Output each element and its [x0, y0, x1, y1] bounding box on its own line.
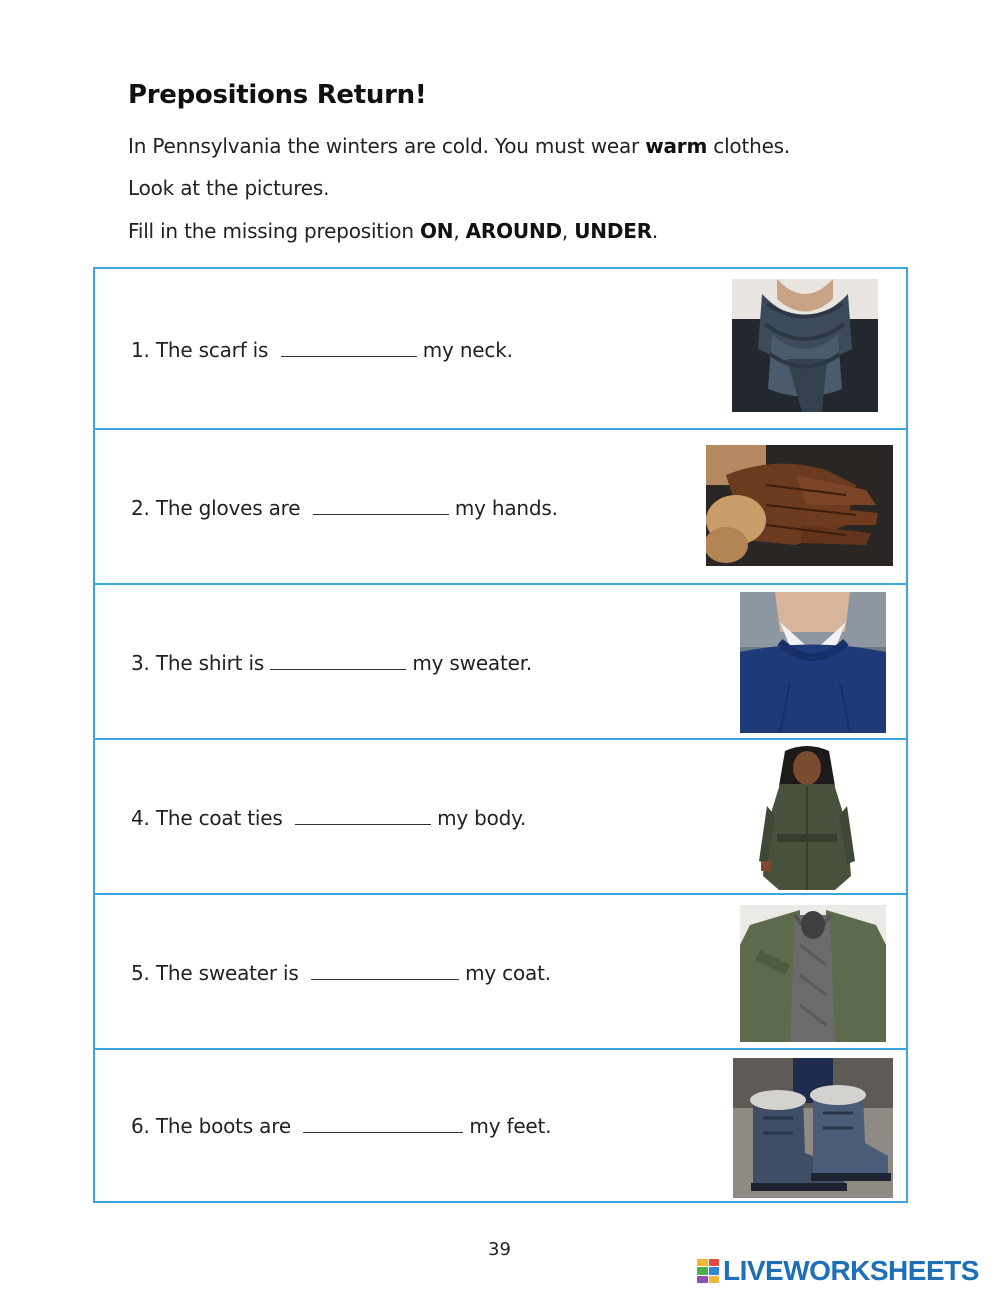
- preposition-under: UNDER: [574, 219, 652, 243]
- sweater-coat-photo: [740, 905, 886, 1042]
- liveworksheets-logo-icon: [697, 1259, 719, 1283]
- brand-footer[interactable]: [697, 1255, 979, 1287]
- question-sentence: [131, 496, 558, 520]
- question-row-1: [95, 269, 906, 424]
- sentence-end: my neck.: [416, 338, 513, 362]
- question-sentence: [131, 961, 551, 985]
- coat-photo: [755, 746, 859, 890]
- separator: ,: [453, 219, 466, 243]
- intro-line-1: [128, 134, 790, 158]
- sentence-start: 6. The boots are: [131, 1114, 304, 1138]
- sentence-end: my feet.: [463, 1114, 552, 1138]
- boots-photo: [733, 1058, 893, 1198]
- sentence-end: my sweater.: [406, 651, 533, 675]
- shirt-sweater-photo: [740, 592, 886, 733]
- scarf-photo: [732, 279, 878, 412]
- brand-name: LIVEWORKSHEETS: [723, 1255, 979, 1286]
- sentence-start: 1. The scarf is: [131, 338, 281, 362]
- page-number: 39: [488, 1239, 511, 1260]
- sentence-end: my coat.: [458, 961, 551, 985]
- question-row-3: [95, 583, 906, 738]
- question-sentence: [131, 338, 513, 362]
- sentence-start: 4. The coat ties: [131, 806, 295, 830]
- intro-text: In Pennsylvania the winters are cold. You must wear: [128, 134, 646, 158]
- answer-blank[interactable]: [313, 496, 449, 515]
- question-row-2: [95, 428, 906, 583]
- preposition-on: ON: [419, 219, 454, 243]
- answer-blank[interactable]: [270, 651, 406, 670]
- sentence-end: my hands.: [448, 496, 558, 520]
- exercise-table: [93, 267, 908, 1203]
- question-sentence: [131, 651, 532, 675]
- answer-blank[interactable]: [311, 961, 459, 980]
- sentence-start: 2. The gloves are: [131, 496, 313, 520]
- sentence-start: 5. The sweater is: [131, 961, 311, 985]
- intro-line-3: [128, 219, 658, 243]
- question-row-5: [95, 893, 906, 1048]
- intro-text: clothes.: [707, 134, 791, 158]
- question-sentence: [131, 1114, 551, 1138]
- sentence-end: my body.: [430, 806, 527, 830]
- question-row-4: [95, 738, 906, 893]
- intro-text: .: [651, 219, 659, 243]
- question-row-6: [95, 1048, 906, 1203]
- preposition-around: AROUND: [465, 219, 562, 243]
- answer-blank[interactable]: [295, 806, 431, 825]
- intro-text: Fill in the missing preposition: [128, 219, 420, 243]
- answer-blank[interactable]: [303, 1114, 463, 1133]
- intro-line-2: Look at the pictures.: [128, 176, 330, 200]
- sentence-start: 3. The shirt is: [131, 651, 271, 675]
- worksheet-title: Prepositions Return!: [128, 80, 427, 110]
- separator: ,: [561, 219, 575, 243]
- answer-blank[interactable]: [281, 338, 417, 357]
- gloves-photo: [706, 445, 893, 566]
- intro-bold-word: warm: [645, 134, 708, 158]
- question-sentence: [131, 806, 526, 830]
